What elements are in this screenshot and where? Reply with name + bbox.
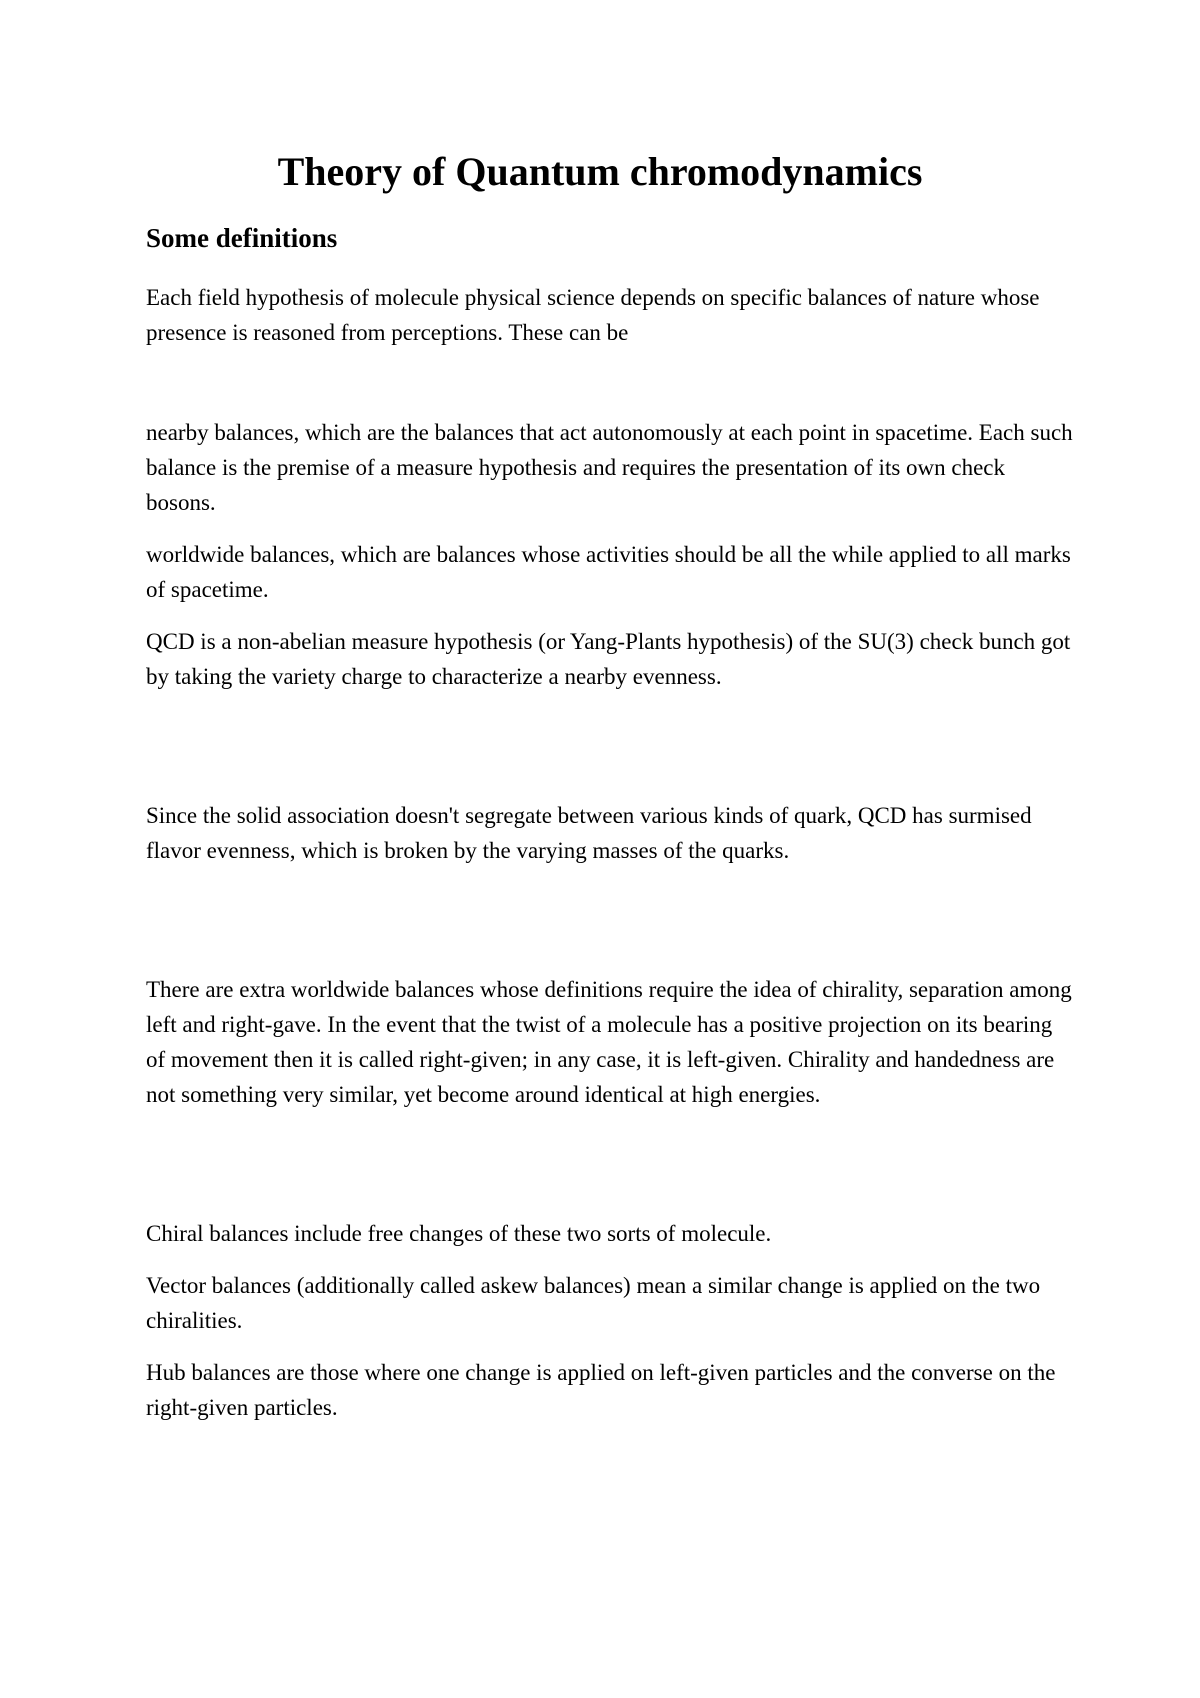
paragraph-vector-balances: Vector balances (additionally called askew balances) mean a similar change is applied on the two chiralities. [146,1273,1041,1333]
paragraph-qcd-definition: QCD is a non-abelian measure hypothesis (or Yang-Plants hypothesis) of the SU(3) check bunch got by taking the variety charge to characterize a nearby evenness. [146,629,1071,689]
document-title: Theory of Quantum chromodynamics [277,149,923,194]
paragraph-chiral-balances: Chiral balances include free changes of these two sorts of molecule. [146,1221,772,1246]
paragraph-worldwide-balances: worldwide balances, which are balances whose activities should be all the while applied to all marks of spacetime. [146,542,1071,602]
paragraph-hub-balances: Hub balances are those where one change is applied on left-given particles and the converse on the right-given particles. [146,1360,1056,1420]
section-heading: Some definitions [146,223,338,253]
paragraph-nearby-balances: nearby balances, which are the balances that act autonomously at each point in spacetime. Each such balance is the premise of a measure hypothesis and requires the presentation of its own check bosons. [146,420,1073,515]
paragraph-flavor-evenness: Since the solid association doesn't segregate between various kinds of quark, QCD has surmised flavor evenness, which is broken by the varying masses of the quarks. [146,803,1032,863]
paragraph-chirality: There are extra worldwide balances whose definitions require the idea of chirality, separation among left and right-gave. In the event that the twist of a molecule has a positive projection on its bearing of movement then it is called right-given; in any case, it is left-given. Chirality and handedness are not something very similar, yet become around identical at high energies. [146,977,1072,1107]
paragraph-intro: Each field hypothesis of molecule physical science depends on specific balances of nature whose presence is reasoned from perceptions. These can be [146,285,1040,345]
